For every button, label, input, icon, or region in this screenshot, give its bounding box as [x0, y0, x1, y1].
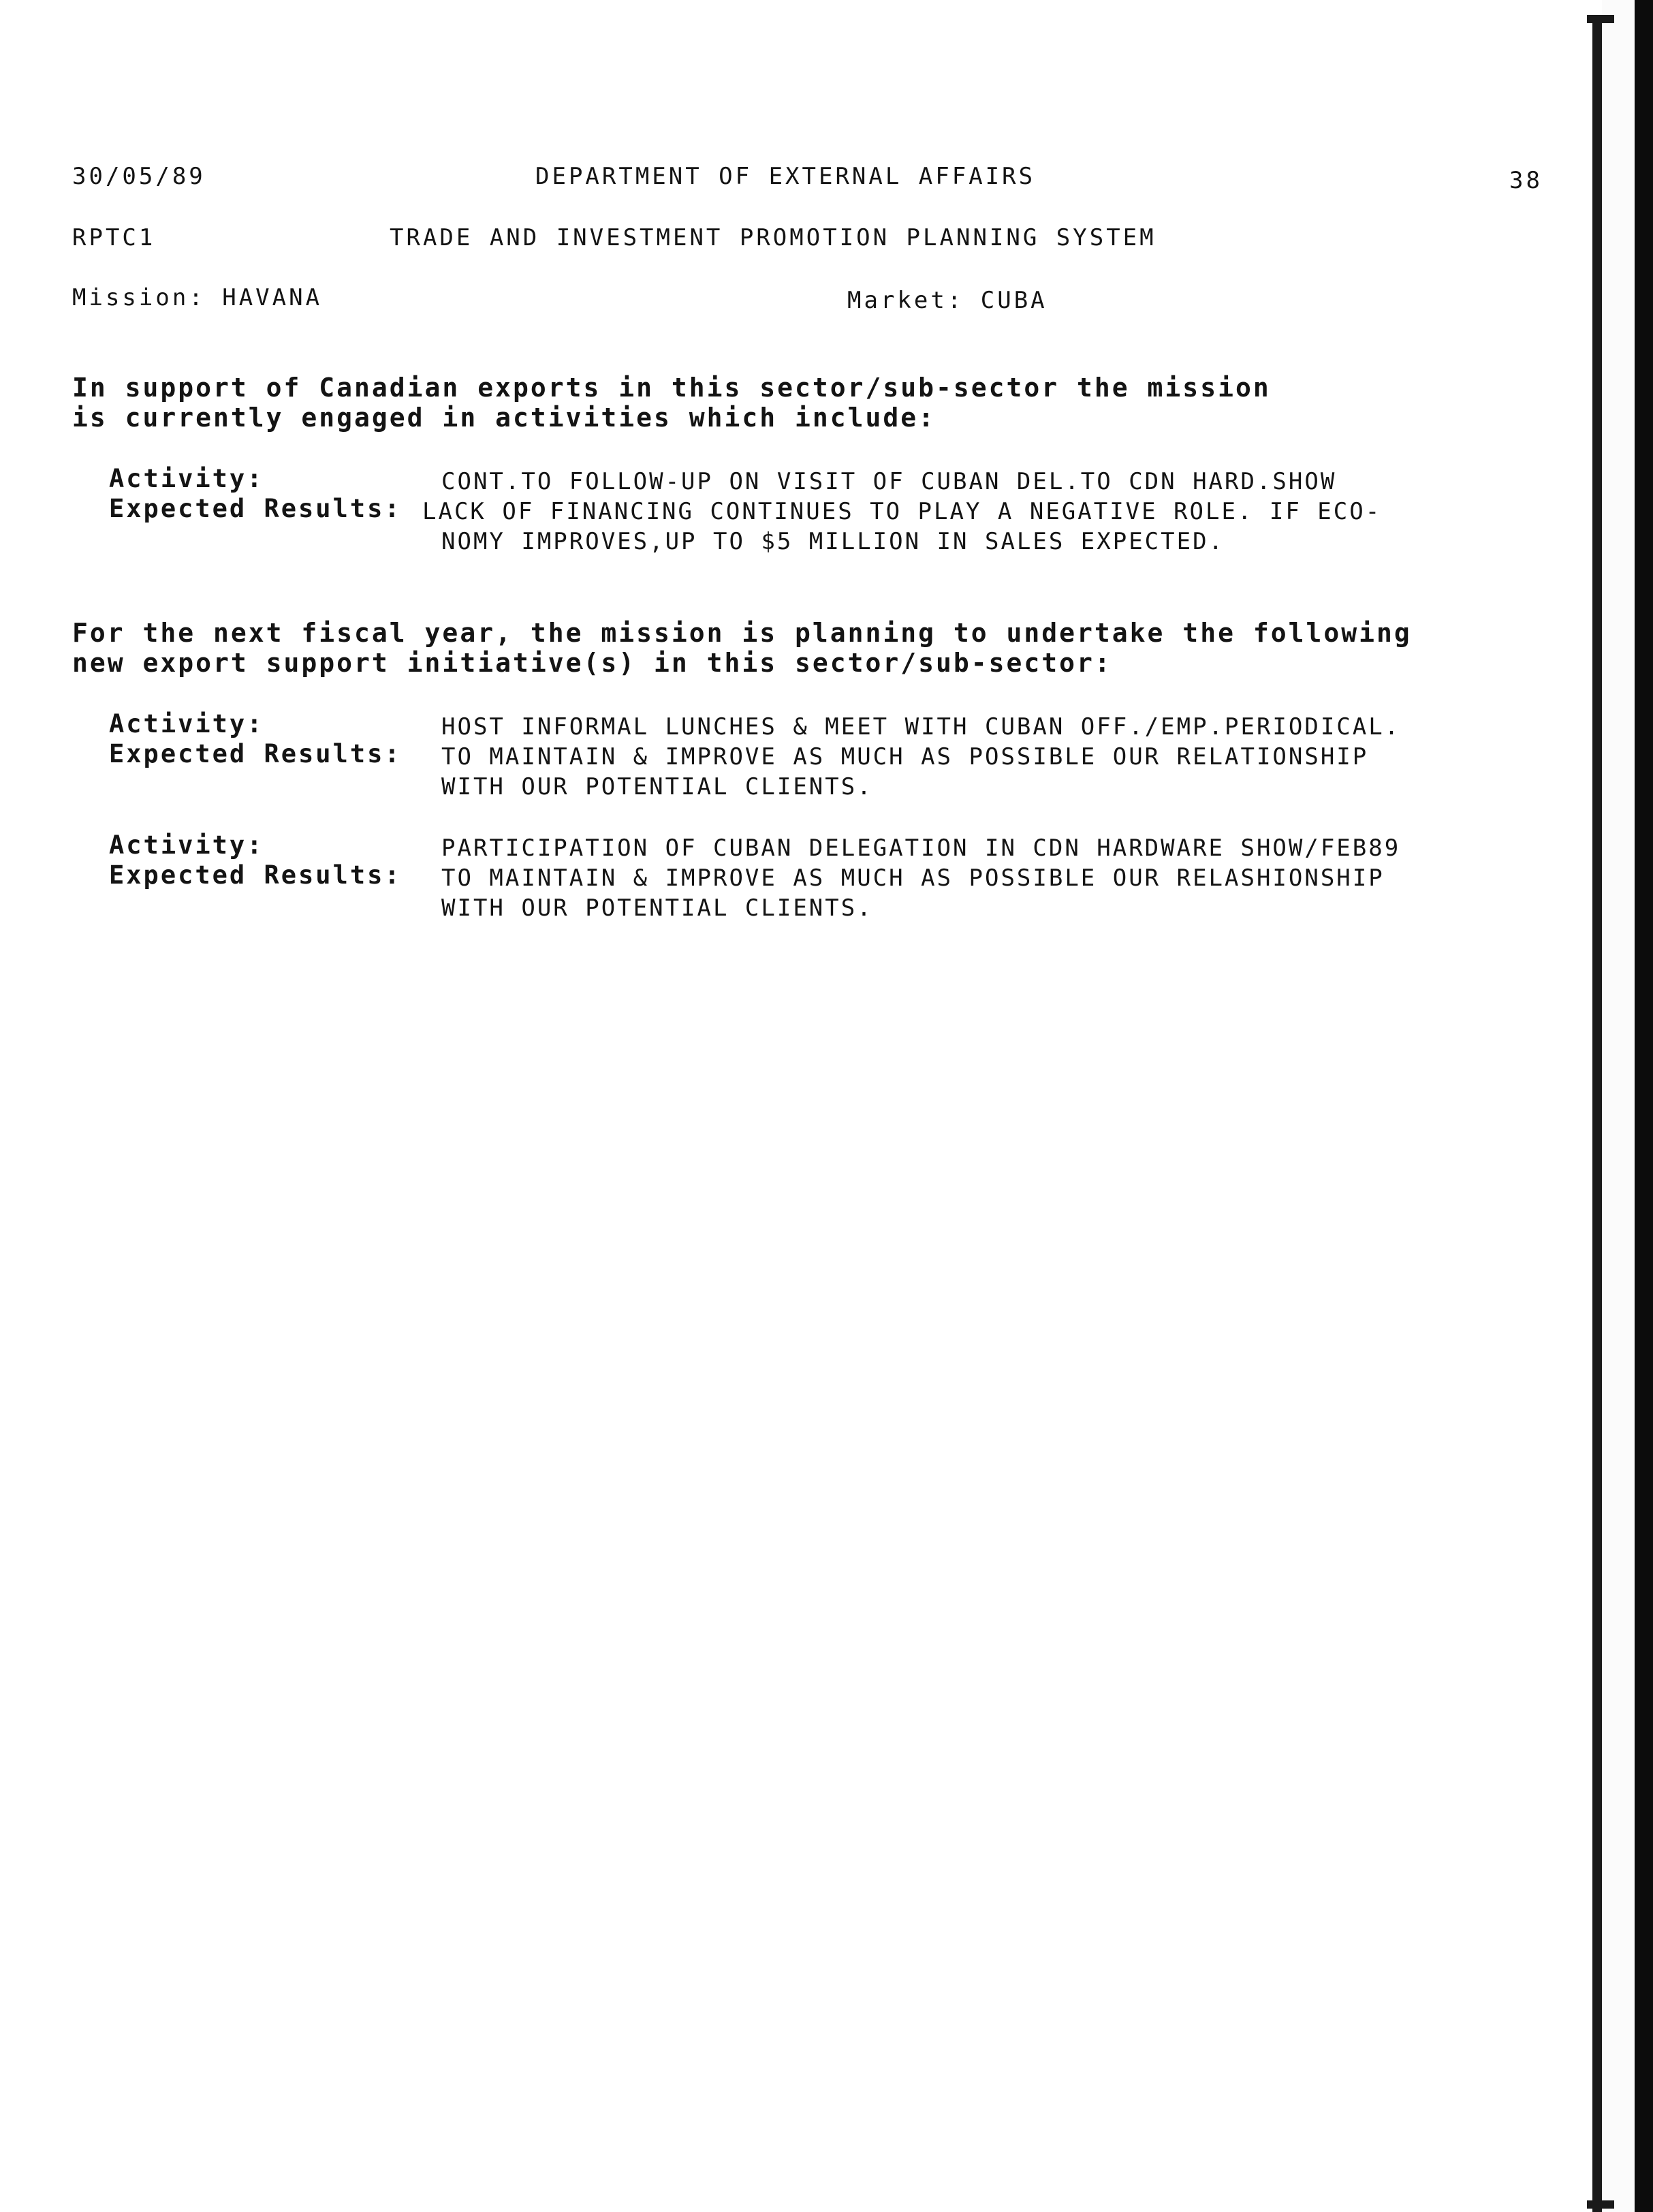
binder-gap — [1602, 0, 1635, 2212]
report-date: 30/05/89 — [72, 163, 206, 190]
current-intro-line-2: is currently engaged in activities which include: — [72, 403, 936, 433]
binder-bar — [1592, 15, 1602, 2212]
activity-value: CONT.TO FOLLOW-UP ON VISIT OF CUBAN DEL.TO CDN HARD.SHOW — [441, 468, 1337, 495]
expected-results-line-2: WITH OUR POTENTIAL CLIENTS. — [441, 894, 873, 922]
binder-cap-top — [1587, 15, 1614, 23]
activity-label: Activity: — [109, 464, 264, 493]
expected-results-line-2: WITH OUR POTENTIAL CLIENTS. — [441, 773, 873, 800]
report-code: RPTC1 — [72, 224, 156, 251]
planned-intro-line-1: For the next fiscal year, the mission is planning to undertake the following — [72, 618, 1412, 648]
market-label: Market: CUBA — [847, 287, 1048, 314]
binder-cap-bottom — [1587, 2200, 1614, 2209]
mission-label: Mission: HAVANA — [72, 284, 323, 311]
binder-edge — [1635, 0, 1653, 2212]
system-title: TRADE AND INVESTMENT PROMOTION PLANNING SYSTEM — [390, 224, 1156, 251]
expected-results-line-1: TO MAINTAIN & IMPROVE AS MUCH AS POSSIBLE OUR RELATIONSHIP — [441, 743, 1369, 770]
expected-results-line-1: LACK OF FINANCING CONTINUES TO PLAY A NEGATIVE ROLE. IF ECO- — [422, 498, 1382, 525]
expected-results-label: Expected Results: — [109, 494, 402, 523]
current-intro-line-1: In support of Canadian exports in this sector/sub-sector the mission — [72, 373, 1271, 403]
activity-value: PARTICIPATION OF CUBAN DELEGATION IN CDN HARDWARE SHOW/FEB89 — [441, 835, 1401, 862]
expected-results-label: Expected Results: — [109, 739, 402, 768]
planned-intro-line-2: new export support initiative(s) in this sector/sub-sector: — [72, 648, 1112, 678]
activity-label: Activity: — [109, 709, 264, 738]
page-number: 38 — [1509, 167, 1543, 194]
expected-results-line-1: TO MAINTAIN & IMPROVE AS MUCH AS POSSIBLE OUR RELASHIONSHIP — [441, 864, 1385, 892]
expected-results-line-2: NOMY IMPROVES,UP TO $5 MILLION IN SALES EXPECTED. — [441, 528, 1225, 555]
activity-value: HOST INFORMAL LUNCHES & MEET WITH CUBAN OFF./EMP.PERIODICAL. — [441, 713, 1401, 741]
activity-label: Activity: — [109, 830, 264, 860]
expected-results-label: Expected Results: — [109, 860, 402, 890]
department-title: DEPARTMENT OF EXTERNAL AFFAIRS — [535, 163, 1036, 190]
